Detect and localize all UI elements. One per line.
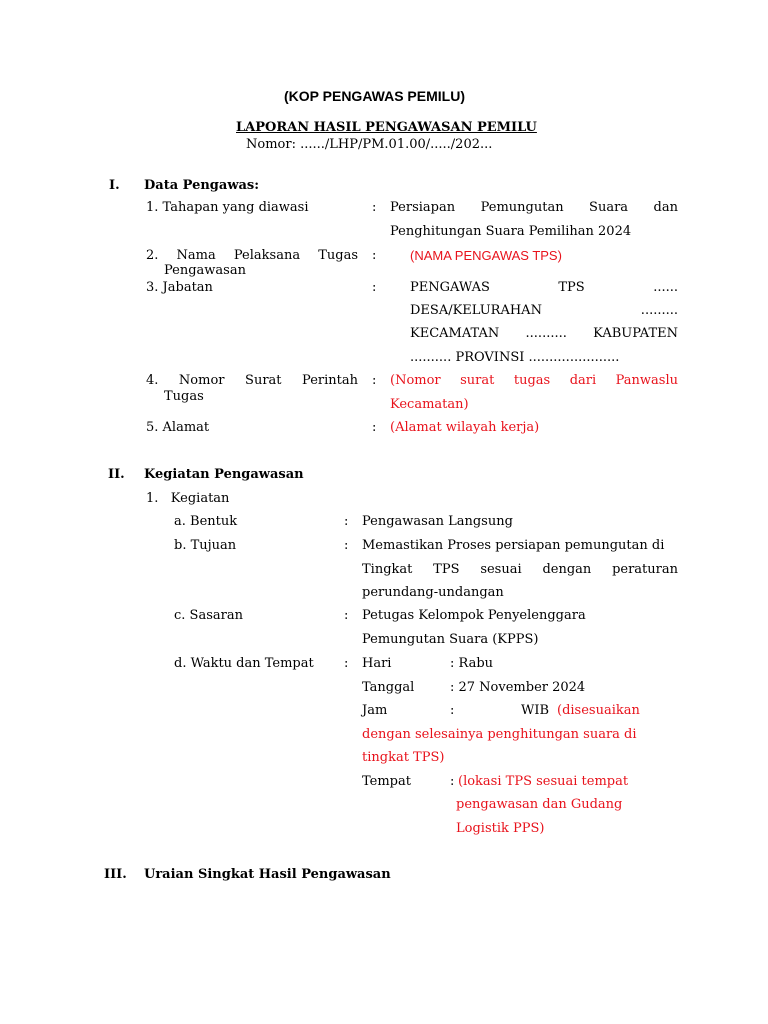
- kegiatan-tujuan-colon: :: [344, 538, 349, 553]
- kegiatan-sasaran-colon: :: [344, 608, 349, 623]
- item-nomor-value-2: Kecamatan): [390, 397, 469, 412]
- item-nomor-value-1: (Nomor surat tugas dari Panwaslu: [390, 373, 678, 388]
- report-number: Nomor: ....../LHP/PM.01.00/...../202...: [246, 137, 493, 152]
- kegiatan-sasaran-label: c. Sasaran: [174, 608, 243, 623]
- section-1-heading: Data Pengawas:: [144, 178, 260, 193]
- item-nama-label-2: Pengawasan: [164, 263, 246, 278]
- tanggal-label: Tanggal: [362, 680, 415, 695]
- tanggal-value: : 27 November 2024: [450, 680, 586, 695]
- kegiatan-waktu-colon: :: [344, 656, 349, 671]
- section-2-numeral: II.: [108, 467, 125, 482]
- tempat-colon: :: [450, 774, 455, 789]
- kegiatan-tujuan-value-1: Memastikan Proses persiapan pemungutan di: [362, 538, 665, 553]
- section-2-heading: Kegiatan Pengawasan: [144, 467, 304, 482]
- report-title: LAPORAN HASIL PENGAWASAN PEMILU: [236, 120, 537, 135]
- hari-value: : Rabu: [450, 656, 494, 671]
- item-jabatan-label: 3. Jabatan: [146, 280, 213, 295]
- kegiatan-tujuan-label: b. Tujuan: [174, 538, 237, 553]
- section-3-heading: Uraian Singkat Hasil Pengawasan: [144, 867, 391, 882]
- jam-note-1: (disesuaikan: [557, 703, 640, 718]
- item-tahapan-label: 1. Tahapan yang diawasi: [146, 200, 309, 215]
- jam-value: WIB: [521, 703, 550, 718]
- item-nomor-colon: :: [372, 373, 377, 388]
- tempat-value-3: Logistik PPS): [456, 821, 545, 836]
- jam-colon: :: [450, 703, 455, 718]
- jam-note-2: dengan selesainya penghitungan suara di: [362, 727, 637, 742]
- tempat-value-1: (lokasi TPS sesuai tempat: [458, 774, 629, 789]
- section-3-numeral: III.: [104, 867, 127, 882]
- item-alamat-colon: :: [372, 420, 377, 435]
- kegiatan-tujuan-value-3: perundang-undangan: [362, 585, 504, 600]
- kegiatan-bentuk-label: a. Bentuk: [174, 514, 238, 529]
- item-alamat-value: (Alamat wilayah kerja): [390, 420, 540, 435]
- kegiatan-sasaran-value-1: Petugas Kelompok Penyelenggara: [362, 608, 586, 623]
- item-nomor-label-1: 4. Nomor Surat Perintah: [146, 373, 358, 388]
- item-nomor-label-2: Tugas: [164, 389, 204, 404]
- item-jabatan-value-4: .......... PROVINSI ......................: [410, 350, 620, 365]
- kegiatan-sasaran-value-2: Pemungutan Suara (KPPS): [362, 632, 539, 647]
- kegiatan-waktu-label: d. Waktu dan Tempat: [174, 656, 314, 671]
- section-1-numeral: I.: [109, 178, 120, 193]
- tempat-label: Tempat: [362, 774, 411, 789]
- item-jabatan-value-1: PENGAWAS TPS ......: [410, 280, 678, 295]
- kegiatan-bentuk-colon: :: [344, 514, 349, 529]
- item-nama-label-1: 2. Nama Pelaksana Tugas: [146, 248, 358, 263]
- item-alamat-label: 5. Alamat: [146, 420, 210, 435]
- section-2-sub: 1. Kegiatan: [146, 491, 230, 506]
- jam-label: Jam: [362, 703, 388, 718]
- kop-title: (KOP PENGAWAS PEMILU): [284, 88, 465, 104]
- hari-label: Hari: [362, 656, 392, 671]
- item-jabatan-value-3: KECAMATAN .......... KABUPATEN: [410, 326, 678, 341]
- jam-note-3: tingkat TPS): [362, 750, 445, 765]
- item-tahapan-colon: :: [372, 200, 377, 215]
- tempat-value-2: pengawasan dan Gudang: [456, 797, 623, 812]
- item-nama-value: (NAMA PENGAWAS TPS): [410, 248, 562, 263]
- item-jabatan-colon: :: [372, 280, 377, 295]
- item-nama-colon: :: [372, 248, 377, 263]
- item-tahapan-value-2: Penghitungan Suara Pemilihan 2024: [390, 224, 632, 239]
- kegiatan-tujuan-value-2: Tingkat TPS sesuai dengan peraturan: [362, 562, 678, 577]
- item-tahapan-value-1: Persiapan Pemungutan Suara dan: [390, 200, 678, 215]
- kegiatan-bentuk-value: Pengawasan Langsung: [362, 514, 513, 529]
- item-jabatan-value-2: DESA/KELURAHAN .........: [410, 303, 678, 318]
